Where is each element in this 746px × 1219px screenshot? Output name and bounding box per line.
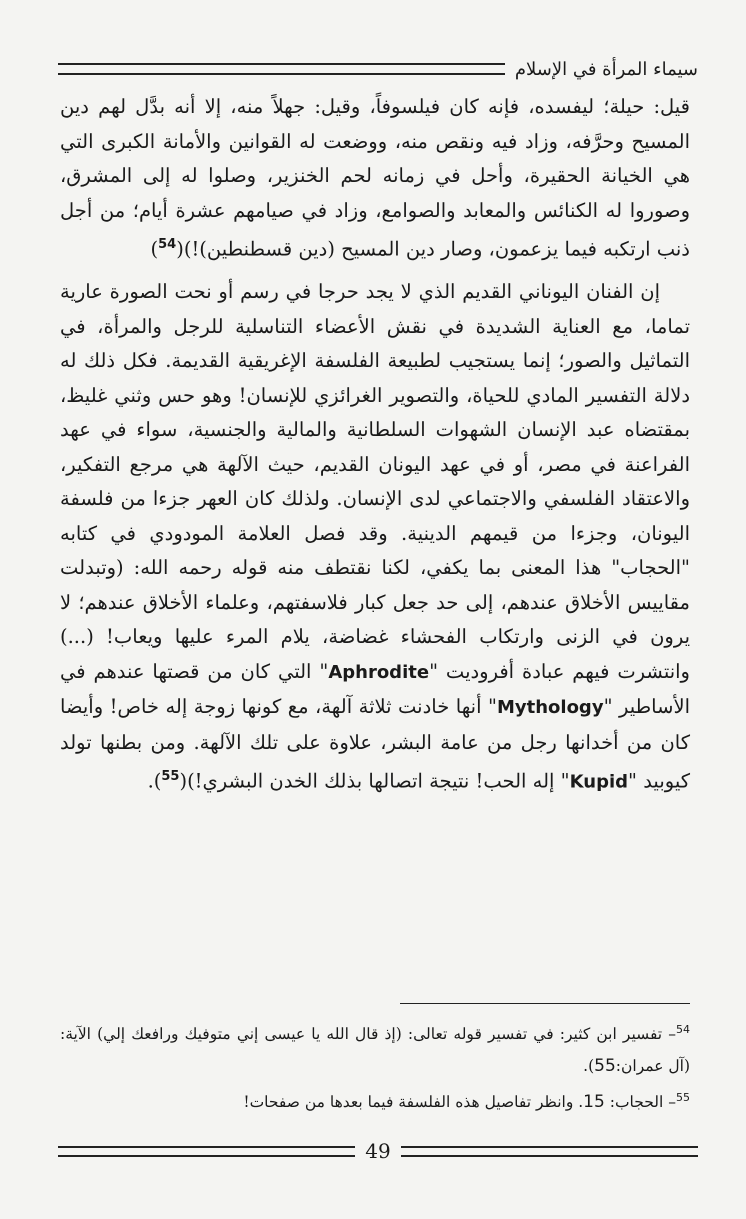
footer-rule-right	[401, 1146, 698, 1157]
page-footer	[58, 1136, 698, 1166]
header-double-rule	[58, 63, 505, 75]
term-kupid: Kupid	[569, 771, 629, 793]
paragraph-1-text: قيل: حيلة؛ ليفسده، فإنه كان فيلسوفاً، وقيل: جهلاً منه، إلا أنه بدَّل لهم دين المسيح وحرَّفه، وزاد فيه ونقص منه، ووضعت له القوانين والأمانة الكبرى التي هي الخيانة الحقيرة، وأحل في زمانه لحم الخنزير، وصلوا له إلى المشرق، وصوروا له الكنائس والمعابد والصوامع، وزاد في صيامهم عشرة أيام؛ من أجل ذنب ارتكبه فيما يزعمون، وصار دين المسيح (دين قسطنطين)!)(	[60, 95, 690, 261]
footnote-55-text-b: . وانظر تفاصيل هذه الفلسفة فيما بعدها من صفحات!	[243, 1093, 584, 1112]
footnote-ref-54[interactable]: 54	[158, 237, 177, 252]
paragraph-2	[60, 275, 690, 800]
footer-rule-left	[58, 1146, 355, 1157]
footnote-54	[60, 1014, 690, 1082]
term-aphrodite: Aphrodite	[328, 661, 430, 683]
footnote-separator	[400, 1003, 690, 1004]
paragraph-1	[60, 90, 690, 267]
footnote-55-page-number: 15	[583, 1092, 605, 1113]
footnote-54-number: 54	[676, 1023, 690, 1036]
footnote-55-text-a: – الحجاب:	[604, 1093, 676, 1112]
footnote-54-verse-number: 55	[594, 1056, 616, 1077]
paragraph-2-text-b: " التي كان من قصتها عندهم في الأساطير "	[60, 659, 690, 718]
page-number: 49	[365, 1139, 391, 1163]
footnotes	[60, 1014, 690, 1118]
paragraph-2-text-d: " إله الحب! نتيجة اتصالها بذلك الخدن البشري!)(	[179, 769, 570, 793]
footnote-54-text-b: ).	[583, 1057, 595, 1076]
paragraph-1-end: )	[150, 237, 159, 261]
header-title: سيماء المرأة في الإسلام	[514, 58, 698, 80]
term-mythology: Mythology	[496, 697, 604, 718]
footnote-55	[60, 1082, 690, 1118]
paragraph-2-text-a: إن الفنان اليوناني القديم الذي لا يجد حرجا في رسم أو نحت الصورة عارية تماما، مع العناية الشديدة في نقش الأعضاء التناسلية للرجل والمرأة، في التماثيل والصور؛ إنما يستجيب لطبيعة الفلسفة الإغريقية القديمة. فكل ذلك له دلالة التفسير المادي للحياة، والتصوير الغرائزي للإنسان! وهو حس وثني غليظ، بمقتضاه عبد الإنسان الشهوات السلطانية والمالية والجنسية، سواء في عهد الفراعنة في مصر، أو في عهد اليونان القديم، حيث الآلهة هي مرجع التفكير، والاعتقاد الفلسفي والاجتماعي لدى الإنسان. ولذلك كان العهر جزءا من فلسفة اليونان، وجزءا من قيمهم الدينية. وقد فصل العلامة المودودي في كتابه "الحجاب" هذا المعنى بما يكفي، لكنا نقتطف منه قوله رحمه الله: (وتبدلت مقاييس الأخلاق عندهم، إلى حد جعل كبار فلاسفتهم، وعلماء الأخلاق عندهم؛ لا يرون في الزنى وارتكاب الفحشاء غضاضة، يلام المرء عليها ويعاب! (...) وانتشرت فيهم عبادة أفروديت "	[60, 280, 690, 683]
footnote-54-text-a: – تفسير ابن كثير: في تفسير قوله تعالى: (إذ قال الله يا عيسى إني متوفيك ورافعك إلي) الآية: (آل عمران:	[60, 1025, 690, 1076]
paragraph-2-text-c: " أنها خادنت ثلاثة آلهة، مع كونها زوجة إله خاص! وأيضا كان من أخدانها رجل من عامة البشر، علاوة على تلك الآلهة. ومن بطنها تولد كيوبيد "	[60, 695, 690, 793]
footnote-ref-55[interactable]: 55	[161, 769, 180, 784]
running-header	[58, 52, 698, 86]
footnote-55-number: 55	[676, 1091, 690, 1105]
paragraph-2-end: ).	[147, 769, 162, 793]
body-text	[60, 90, 690, 800]
